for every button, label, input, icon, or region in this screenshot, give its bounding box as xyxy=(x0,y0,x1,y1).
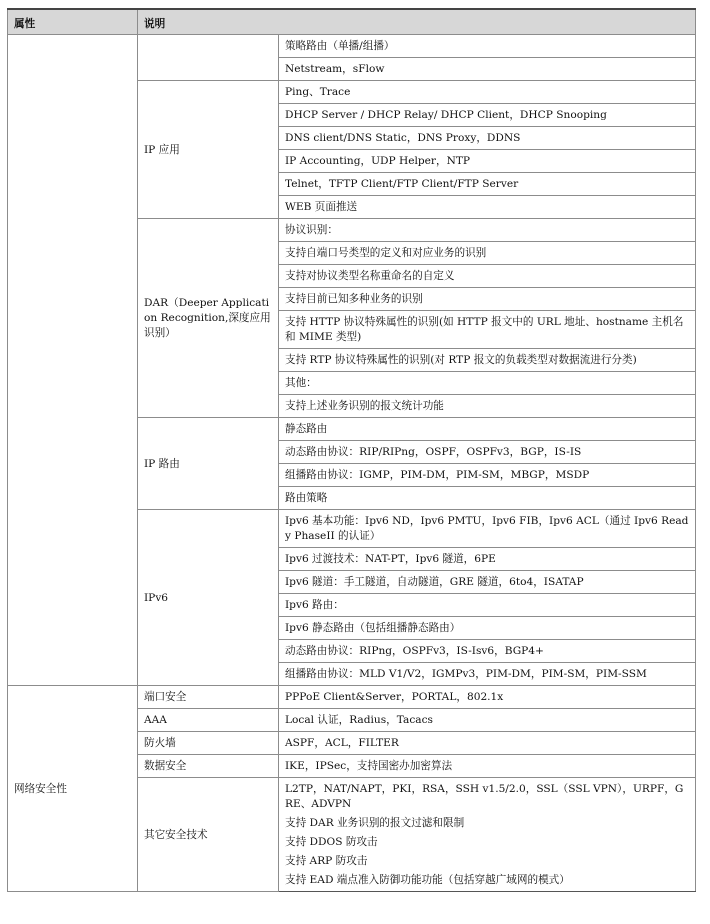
header-description: 说明 xyxy=(138,9,696,35)
header-attribute: 属性 xyxy=(8,9,138,35)
item-cell: 动态路由协议：RIPng，OSPFv3，IS-Isv6，BGP4+ xyxy=(279,640,696,663)
sub-cell-ip-routing: IP 路由 xyxy=(138,418,279,510)
item-cell: 路由策略 xyxy=(279,487,696,510)
item-cell: Ipv6 过渡技术：NAT-PT，Ipv6 隧道，6PE xyxy=(279,548,696,571)
sub-cell-dar: DAR（Deeper Application Recognition,深度应用识别） xyxy=(138,219,279,418)
item-cell: ASPF，ACL，FILTER xyxy=(279,732,696,755)
item-cell: 协议识别： xyxy=(279,219,696,242)
sub-cell-aaa: AAA xyxy=(138,709,279,732)
item-cell: 组播路由协议：MLD V1/V2，IGMPv3，PIM-DM，PIM-SM，PIM-SSM xyxy=(279,663,696,686)
sub-cell-policy xyxy=(138,35,279,81)
item-cell: Netstream，sFlow xyxy=(279,58,696,81)
sub-cell-data-security: 数据安全 xyxy=(138,755,279,778)
item-cell: Telnet，TFTP Client/FTP Client/FTP Server xyxy=(279,173,696,196)
item-cell: Ipv6 隧道：手工隧道，自动隧道，GRE 隧道，6to4，ISATAP xyxy=(279,571,696,594)
item-cell: Ipv6 路由： xyxy=(279,594,696,617)
item-cell: DNS client/DNS Static，DNS Proxy，DDNS xyxy=(279,127,696,150)
item-cell: 支持目前已知多种业务的识别 xyxy=(279,288,696,311)
table-header-row xyxy=(8,9,696,35)
attr-cell-top xyxy=(8,35,138,686)
sub-cell-port-security: 端口安全 xyxy=(138,686,279,709)
item-cell: Ipv6 基本功能：Ipv6 ND，Ipv6 PMTU，Ipv6 FIB，Ipv6 ACL（通过 Ipv6 Ready PhaseII 的认证） xyxy=(279,510,696,548)
item-cell: 支持 ARP 防攻击 xyxy=(279,852,696,871)
item-cell: Ipv6 静态路由（包括组播静态路由） xyxy=(279,617,696,640)
item-cell: 支持 HTTP 协议特殊属性的识别(如 HTTP 报文中的 URL 地址、hostname 主机名和 MIME 类型) xyxy=(279,311,696,349)
item-cell: IKE，IPSec，支持国密办加密算法 xyxy=(279,755,696,778)
sub-cell-other-security: 其它安全技术 xyxy=(138,778,279,892)
item-cell: 动态路由协议：RIP/RIPng，OSPF，OSPFv3，BGP，IS-IS xyxy=(279,441,696,464)
item-cell: L2TP，NAT/NAPT，PKI，RSA，SSH v1.5/2.0，SSL（SSL VPN），URPF，GRE、ADVPN xyxy=(279,778,696,815)
item-cell: Local 认证，Radius，Tacacs xyxy=(279,709,696,732)
item-cell: 支持对协议类型名称重命名的自定义 xyxy=(279,265,696,288)
item-cell: 组播路由协议：IGMP，PIM-DM，PIM-SM，MBGP，MSDP xyxy=(279,464,696,487)
spec-table-wrapper xyxy=(7,8,695,892)
spec-table xyxy=(7,8,696,892)
item-cell: Ping、Trace xyxy=(279,81,696,104)
item-cell: 支持 DDOS 防攻击 xyxy=(279,833,696,852)
attr-cell-network-security: 网络安全性 xyxy=(8,686,138,892)
table-row xyxy=(8,686,696,709)
item-cell: 其他： xyxy=(279,372,696,395)
item-cell: 支持 DAR 业务识别的报文过滤和限制 xyxy=(279,814,696,833)
sub-cell-ip-app: IP 应用 xyxy=(138,81,279,219)
item-cell: 支持上述业务识别的报文统计功能 xyxy=(279,395,696,418)
item-cell: 支持 EAD 端点准入防御功能功能（包括穿越广域网的模式） xyxy=(279,871,696,892)
table-row xyxy=(8,35,696,58)
item-cell: DHCP Server / DHCP Relay/ DHCP Client，DHCP Snooping xyxy=(279,104,696,127)
item-cell: 支持自端口号类型的定义和对应业务的识别 xyxy=(279,242,696,265)
sub-cell-ipv6: IPv6 xyxy=(138,510,279,686)
item-cell: 静态路由 xyxy=(279,418,696,441)
item-cell: PPPoE Client&Server，PORTAL，802.1x xyxy=(279,686,696,709)
item-cell: WEB 页面推送 xyxy=(279,196,696,219)
item-cell: IP Accounting，UDP Helper，NTP xyxy=(279,150,696,173)
item-cell: 支持 RTP 协议特殊属性的识别(对 RTP 报文的负载类型对数据流进行分类) xyxy=(279,349,696,372)
sub-cell-firewall: 防火墙 xyxy=(138,732,279,755)
item-cell: 策略路由（单播/组播） xyxy=(279,35,696,58)
